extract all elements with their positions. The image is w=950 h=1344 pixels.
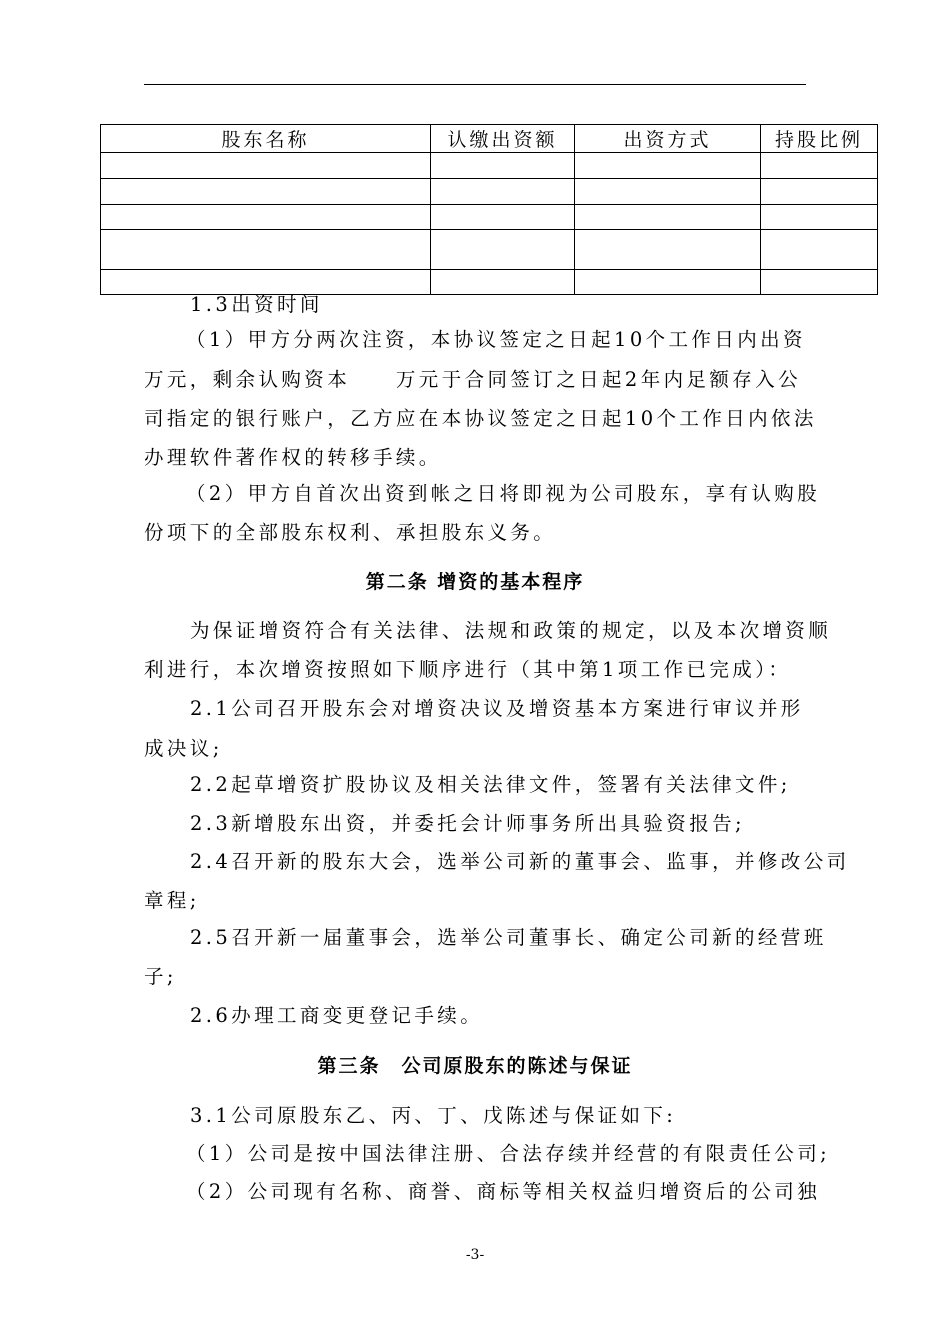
table-row xyxy=(101,270,878,295)
section-1-3-title: 1.3出资时间 xyxy=(190,293,323,316)
paragraph-line: 为保证增资符合有关法律、法规和政策的规定，以及本次增资顺 xyxy=(190,619,832,642)
table-cell xyxy=(101,270,431,295)
paragraph-line: （1）甲方分两次注资，本协议签定之日起10个工作日内出资 xyxy=(186,328,806,351)
table-cell xyxy=(575,179,761,205)
table-cell xyxy=(761,179,878,205)
list-item-continuation: 子; xyxy=(144,965,177,988)
table-cell xyxy=(431,270,575,295)
header-contribution-method: 出资方式 xyxy=(575,125,761,153)
table-row xyxy=(101,205,878,230)
header-rule xyxy=(144,84,806,85)
list-item: （2）公司现有名称、商誉、商标等相关权益归增资后的公司独 xyxy=(186,1180,821,1203)
list-item-continuation: 成决议; xyxy=(144,737,223,760)
article-3-heading: 第三条 公司原股东的陈述与保证 xyxy=(317,1055,633,1077)
table-cell xyxy=(431,153,575,179)
article-2-heading: 第二条 增资的基本程序 xyxy=(365,571,585,593)
table-cell xyxy=(431,230,575,270)
list-item: 2.6办理工商变更登记手续。 xyxy=(190,1004,484,1027)
header-subscribed-capital: 认缴出资额 xyxy=(431,125,575,153)
table-cell xyxy=(101,230,431,270)
table-row xyxy=(101,153,878,179)
list-item: （1）公司是按中国法律注册、合法存续并经营的有限责任公司; xyxy=(186,1142,831,1165)
table-cell xyxy=(575,270,761,295)
paragraph-line: 万元，剩余认购资本 万元于合同签订之日起2年内足额存入公 xyxy=(144,368,802,391)
table-cell xyxy=(575,230,761,270)
table-row xyxy=(101,230,878,270)
list-item: 2.3新增股东出资，并委托会计师事务所出具验资报告; xyxy=(190,812,745,835)
header-shareholder-name: 股东名称 xyxy=(101,125,431,153)
paragraph-line: 司指定的银行账户，乙方应在本协议签定之日起10个工作日内依法 xyxy=(144,407,817,430)
table-cell xyxy=(101,179,431,205)
table-header-row xyxy=(101,125,878,153)
table-cell xyxy=(431,205,575,230)
list-item: 2.5召开新一届董事会，选举公司董事长、确定公司新的经营班 xyxy=(190,926,827,949)
list-item-continuation: 章程; xyxy=(144,889,200,912)
table-cell xyxy=(431,179,575,205)
table-cell xyxy=(575,153,761,179)
table-cell xyxy=(761,205,878,230)
paragraph-line: 办理软件著作权的转移手续。 xyxy=(144,446,442,469)
list-item: 2.2起草增资扩股协议及相关法律文件，签署有关法律文件; xyxy=(190,773,791,796)
table-cell xyxy=(101,153,431,179)
list-item: 2.4召开新的股东大会，选举公司新的董事会、监事，并修改公司 xyxy=(190,850,850,873)
paragraph-line: 3.1公司原股东乙、丙、丁、戊陈述与保证如下: xyxy=(190,1104,677,1127)
page-number: -3- xyxy=(465,1247,485,1263)
header-shareholding-ratio: 持股比例 xyxy=(761,125,878,153)
shareholder-table xyxy=(100,124,878,295)
paragraph-line: （2）甲方自首次出资到帐之日将即视为公司股东，享有认购股 xyxy=(186,482,821,505)
table-cell xyxy=(761,270,878,295)
paragraph-line: 份项下的全部股东权利、承担股东义务。 xyxy=(144,521,557,544)
table-cell xyxy=(761,230,878,270)
table-cell xyxy=(761,153,878,179)
table-cell xyxy=(575,205,761,230)
table-cell xyxy=(101,205,431,230)
paragraph-line: 利进行，本次增资按照如下顺序进行（其中第1项工作已完成）： xyxy=(144,658,792,681)
table-row xyxy=(101,179,878,205)
list-item: 2.1公司召开股东会对增资决议及增资基本方案进行审议并形 xyxy=(190,697,804,720)
